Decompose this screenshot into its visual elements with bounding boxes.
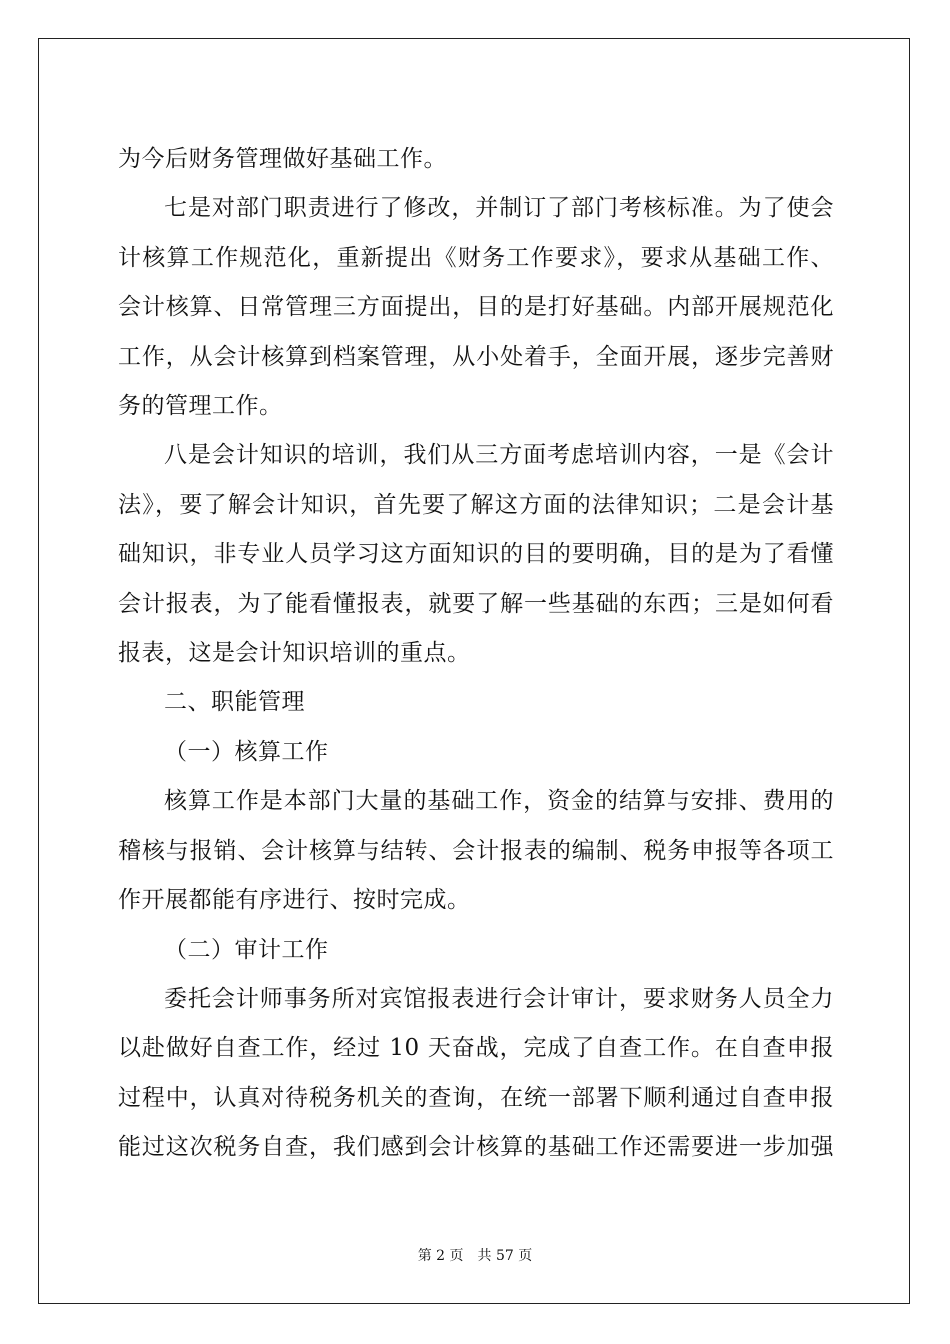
page-total: 共 57 页	[477, 1248, 533, 1264]
paragraph-seven	[118, 184, 834, 431]
text-line: 础知识，非专业人员学习这方面知识的目的要明确，目的是为了看懂	[118, 541, 834, 568]
document-body	[118, 135, 834, 1173]
text-line: 计核算工作规范化，重新提出《财务工作要求》，要求从基础工作、	[118, 244, 834, 271]
heading-accounting-work: （一）核算工作	[164, 738, 329, 765]
text-line: 七是对部门职责进行了修改，并制订了部门考核标准。为了使会	[164, 195, 834, 222]
text-line: 稽核与报销、会计核算与结转、会计报表的编制、税务申报等各项工	[118, 837, 834, 864]
section-heading	[118, 678, 834, 727]
text-line: 法》，要了解会计知识，首先要了解这方面的法律知识；二是会计基	[118, 491, 834, 518]
text-line: 为今后财务管理做好基础工作。	[118, 146, 447, 172]
text-line: 能过这次税务自查，我们感到会计核算的基础工作还需要进一步加强	[118, 1134, 834, 1161]
text-line: 报表，这是会计知识培训的重点。	[118, 640, 471, 667]
text-line: 过程中，认真对待税务机关的查询，在统一部署下顺利通过自查申报	[118, 1084, 834, 1111]
subsection-heading	[118, 926, 834, 975]
text-line: 会计核算、日常管理三方面提出，目的是打好基础。内部开展规范化	[118, 294, 834, 321]
text-line: 务的管理工作。	[118, 393, 283, 420]
text-line: 八是会计知识的培训，我们从三方面考虑培训内容，一是《会计	[164, 442, 834, 469]
text-line: 以赴做好自查工作，经过 10 天奋战，完成了自查工作。在自查申报	[118, 1035, 834, 1062]
paragraph-audit	[118, 975, 834, 1173]
heading-audit-work: （二）审计工作	[164, 936, 329, 963]
paragraph-eight	[118, 431, 834, 678]
text-line: 核算工作是本部门大量的基础工作，资金的结算与安排、费用的	[164, 788, 834, 815]
text-line: 工作，从会计核算到档案管理，从小处着手，全面开展，逐步完善财	[118, 343, 834, 370]
subsection-heading	[118, 728, 834, 777]
page-number: 第 2 页	[417, 1248, 464, 1264]
heading-functional-management: 二、职能管理	[164, 689, 305, 716]
document-page	[38, 38, 910, 1304]
text-line: 会计报表，为了能看懂报表，就要了解一些基础的东西；三是如何看	[118, 590, 834, 617]
page-footer	[39, 1245, 911, 1265]
paragraph-accounting	[118, 777, 834, 925]
text-line: 作开展都能有序进行、按时完成。	[118, 887, 471, 914]
text-line: 委托会计师事务所对宾馆报表进行会计审计，要求财务人员全力	[164, 985, 834, 1012]
body-text	[118, 135, 834, 184]
